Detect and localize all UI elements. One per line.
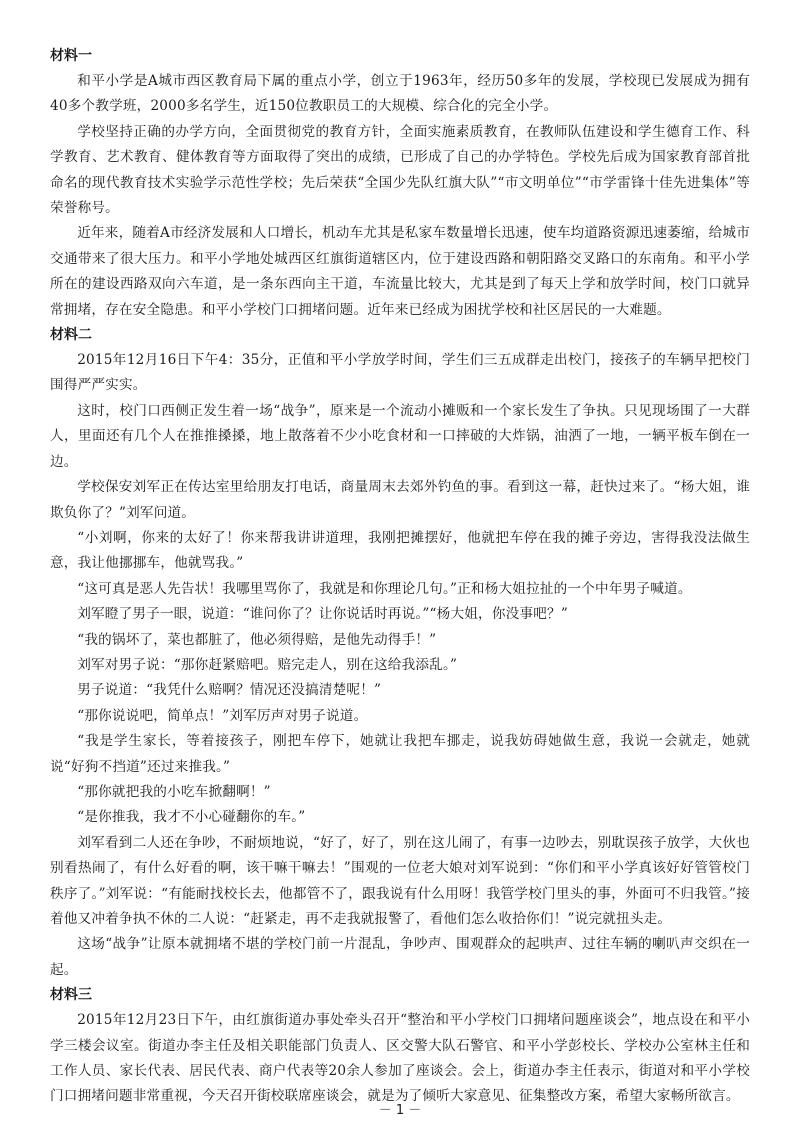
paragraph: 男子说道：“我凭什么赔啊？情况还没搞清楚呢！”: [77, 682, 382, 699]
paragraph: “这可真是恶人先告状！我哪里骂你了，我就是和你理论几句。”正和杨大姐拉扯的一个中年男子喊道。: [77, 580, 692, 597]
section-heading: 材料一: [50, 48, 92, 64]
paragraph: “是你推我，我才不小心碰翻你的车。”: [77, 809, 306, 826]
section-heading: 材料二: [50, 327, 92, 344]
paragraph: 2015年12月23日下午，由红旗街道办事处牵头召开“整治和平小学校门口拥堵问题座谈会”，地点设在和平小学三楼会议室。街道办李主任及相关职能部门负责人、区交警大队石警官、和平小学彭校长、学校办公室林主任和工作人员、家长代表、居民代表、商户代表等20余人参加了座谈会。会上，街道办李主任表示，街道对和平小学校门口拥堵问题非常重视，今天召开街校联席座谈会，就是为了倾听大家意见、征集整改方案，希望大家畅所欲言。: [50, 1012, 750, 1105]
paragraph: “小刘啊，你来的太好了！你来帮我讲讲道理，我刚把摊摆好，他就把车停在我的摊子旁边，害得我没法做生意，我让他挪挪车，他就骂我。”: [50, 529, 750, 572]
paragraph: 这场“战争”让原本就拥堵不堪的学校门前一片混乱，争吵声、围观群众的起哄声、过往车辆的喇叭声交织在一起。: [50, 936, 750, 978]
paragraph: 2015年12月16日下午4：35分，正值和平小学放学时间，学生们三五成群走出校门，接孩子的车辆早把校门围得严严实实。: [50, 352, 750, 394]
paragraph: 学校坚持正确的办学方向，全面贯彻党的教育方针，全面实施素质教育，在教师队伍建设和学生德育工作、科学教育、艺术教育、健体教育等方面取得了突出的成绩，已形成了自己的办学特色。学校先后成为国家教育部首批命名的现代教育技术实验学示范性学校；先后荣获“全国少先队红旗大队”“市文明单位”“市学雷锋十佳先进集体”等荣誉称号。: [50, 123, 750, 217]
paragraph: “我是学生家长，等着接孩子，刚把车停下，她就让我把车挪走，说我妨碍她做生意，我说一会就走，她就说“好狗不挡道”还过来推我。”: [50, 733, 750, 775]
paragraph: 学校保安刘军正在传达室里给朋友打电话，商量周末去郊外钓鱼的事。看到这一幕，赶快过来了。“杨大姐，谁欺负你了？”刘军问道。: [50, 479, 750, 521]
section-material-3: [50, 983, 750, 1110]
paragraph: 近年来，随着A市经济发展和人口增长，机动车尤其是私家车数量增长迅速，使车均道路资源迅速萎缩，给城市交通带来了很大压力。和平小学地处城西区红旗街道辖区内，位于建设西路和朝阳路交叉路口的东南角。和平小学所在的建设西路双向六车道，是一条东西向主干道，车流量比较大，尤其是到了每天上学和放学时间，校门口就异常拥堵，存在安全隐患。和平小学校门口拥堵问题。近年来已经成为困扰学校和社区居民的一大难题。: [50, 225, 750, 318]
paragraph: “那你说说吧，简单点！”刘军厉声对男子说道。: [77, 707, 368, 724]
paragraph: 刘军看到二人还在争吵，不耐烦地说，“好了，好了，别在这儿闹了，有事一边吵去，别耽误孩子放学，大伙也别看热闹了，有什么好看的啊，该干嘛干嘛去！”围观的一位老大娘对刘军说到：“你们和平小学真该好好管管校门秩序了。”刘军说：“有能耐找校长去，他都管不了，跟我说有什么用呀！我管学校门里头的事，外面可不归我管。”接着他又冲着争执不休的二人说：“赶紧走，再不走我就报警了，看他们怎么收拾你们！”说完就扭头走。: [50, 834, 750, 927]
section-material-2: [50, 323, 750, 983]
paragraph: 刘军瞪了男子一眼，说道：“谁问你了？让你说话时再说。”“杨大姐，你没事吧？”: [77, 606, 568, 623]
paragraph: “我的锅坏了，菜也都脏了，他必须得赔，是他先动得手！”: [77, 631, 437, 648]
paragraph: “那你就把我的小吃车掀翻啊！”: [77, 783, 271, 800]
section-heading: 材料三: [50, 987, 92, 1004]
paragraph: 刘军对男子说：“那你赶紧赔吧。赔完走人，别在这给我添乱。”: [77, 656, 458, 673]
document-page: [50, 44, 750, 1110]
paragraph: 和平小学是A城市西区教育局下属的重点小学，创立于1963年，经历50多年的发展，学校现已发展成为拥有40多个教学班，2000多名学生，近150位教职员工的大规模、综合化的完全小学。: [50, 73, 750, 115]
paragraph: 这时，校门口西侧正发生着一场“战争”，原来是一个流动小摊贩和一个家长发生了争执。只见现场围了一大群人，里面还有几个人在推推搡搡，地上散落着不少小吃食材和一口摔破的大炸锅，油洒了一地，一辆平板车倒在一边。: [50, 402, 750, 470]
section-material-1: [50, 44, 750, 323]
page-number: － 1 －: [378, 1103, 422, 1118]
